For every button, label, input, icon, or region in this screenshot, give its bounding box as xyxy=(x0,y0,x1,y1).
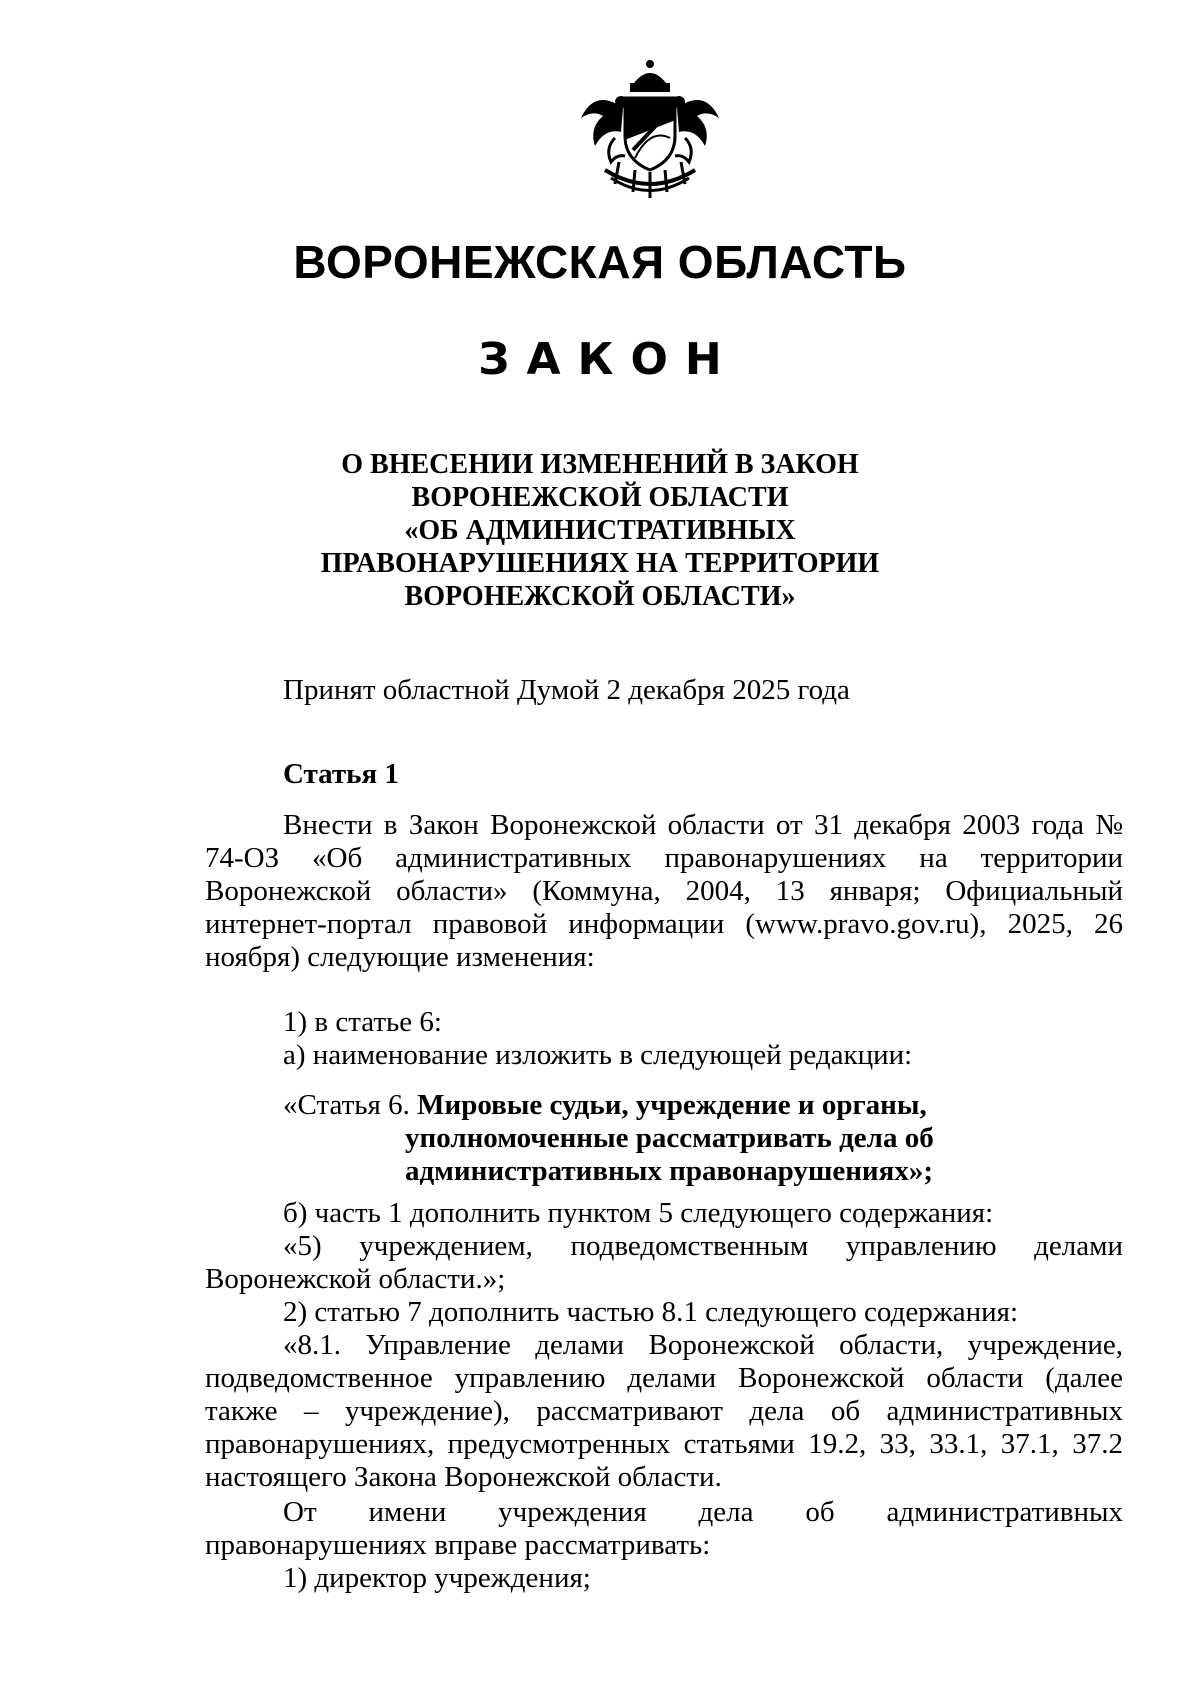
item-1: 1) в статье 6: xyxy=(283,1006,442,1038)
law-title-line: ПРАВОНАРУШЕНИЯХ НА ТЕРРИТОРИИ xyxy=(320,548,880,579)
document-type: ЗАКОН xyxy=(478,334,739,385)
quoted-title-line: Мировые судьи, учреждение и органы, xyxy=(417,1089,927,1121)
law-title xyxy=(0,448,1200,613)
item-1b: б) часть 1 дополнить пунктом 5 следующего содержания: xyxy=(283,1197,994,1229)
adoption-note: Принят областной Думой 2 декабря 2025 года xyxy=(283,674,850,706)
law-title-line: ВОРОНЕЖСКОЙ ОБЛАСТИ» xyxy=(404,581,796,612)
quoted-article-title xyxy=(283,1089,934,1188)
article-heading: Статья 1 xyxy=(283,758,399,790)
quoted-title-line: уполномоченные рассматривать дела об xyxy=(405,1122,934,1154)
article-intro-paragraph: Внести в Закон Воронежской области от 31 декабря 2003 года № 74-ОЗ «Об административных правонарушениях на территории Воронежской области» (Коммуна, 2004, 13 января; Официальный интернет-портал правовой информации (www.pravo.gov.ru), 2025, 26 ноября) следующие изменения: xyxy=(205,809,1123,973)
region-title: ВОРОНЕЖСКАЯ ОБЛАСТЬ xyxy=(293,236,907,288)
law-title-line: О ВНЕСЕНИИ ИЗМЕНЕНИЙ В ЗАКОН xyxy=(341,449,859,480)
item-2-sub-1: 1) директор учреждения; xyxy=(283,1562,591,1594)
quoted-title-prefix: «Статья 6. xyxy=(283,1089,410,1121)
law-title-line: «ОБ АДМИНИСТРАТИВНЫХ xyxy=(404,515,796,546)
quoted-title-line: административных правонарушениях»; xyxy=(405,1155,933,1187)
item-2-text: «8.1. Управление делами Воронежской области, учреждение, подведомственное управлению делами Воронежской области (далее также – учреждение), рассматривают дела об административных правонарушениях, предусмотренных статьями 19.2, 33, 33.1, 37.1, 37.2 настоящего Закона Воронежской области. xyxy=(205,1329,1123,1493)
item-1b-text: «5) учреждением, подведомственным управлению делами Воронежской области.»; xyxy=(205,1230,1123,1295)
law-title-line: ВОРОНЕЖСКОЙ ОБЛАСТИ xyxy=(411,482,789,513)
item-2: 2) статью 7 дополнить частью 8.1 следующего содержания: xyxy=(283,1296,1019,1328)
coat-of-arms-emblem xyxy=(575,58,725,203)
item-1a: а) наименование изложить в следующей редакции: xyxy=(283,1039,913,1071)
item-2-text-continued: От имени учреждения дела об административных правонарушениях вправе рассматривать: xyxy=(205,1496,1123,1561)
